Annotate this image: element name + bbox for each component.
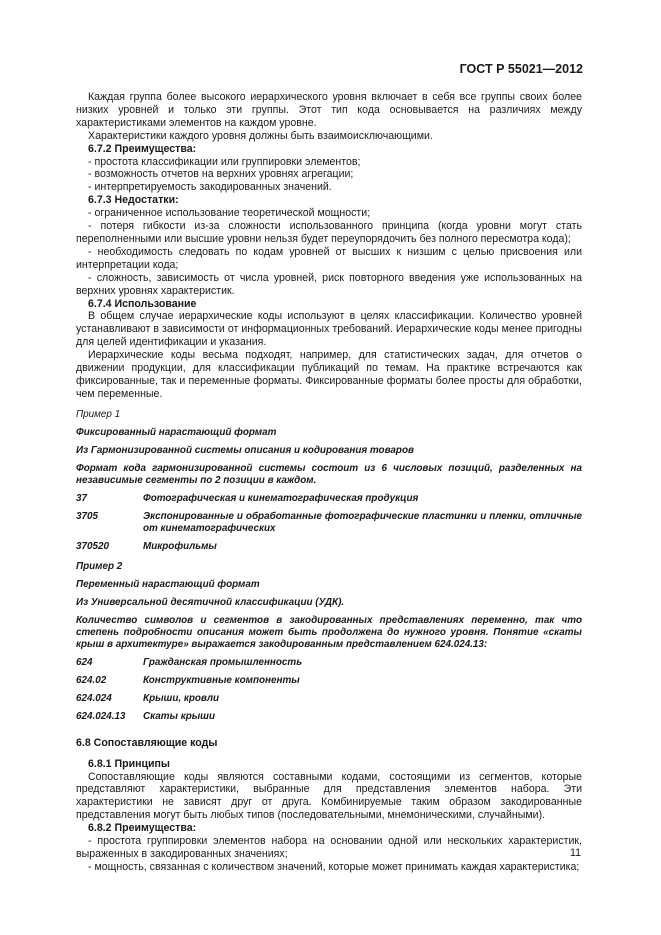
- example-row: [76, 541, 582, 553]
- example-row: [76, 711, 582, 723]
- paragraph: Сопоставляющие коды являются составными кодами, состоящими из сегментов, которые представляют характеристики, выбранные для представления элементов набора. Эти характеристики не зависят друг от друга. Комбинируемые таким образом закодированные представления могут быть любых типов (последовательными, мнемоническими, случайными).: [76, 770, 582, 822]
- section-heading: 6.8.2 Преимущества:: [88, 822, 197, 835]
- list-item: - интерпретируемость закодированных значений.: [88, 181, 332, 194]
- example-text: Крыши, кровли: [143, 692, 220, 704]
- example-code: 370520: [76, 540, 109, 552]
- example-1: [76, 409, 582, 553]
- paragraph: В общем случае иерархические коды используют в целях классификации. Количество уровней устанавливают в зависимости от информационных требований. Иерархические коды менее пригодны для целей идентификации и указания.: [76, 310, 582, 349]
- example-row: [76, 657, 582, 669]
- example-row: [76, 693, 582, 705]
- example-text: Микрофильмы: [143, 540, 217, 552]
- example-text: Экспонированные и обработанные фотографические пластинки и пленки, отличные от кинематографических: [143, 510, 582, 534]
- list-item: - возможность отчетов на верхних уровнях агрегации;: [88, 168, 354, 181]
- example-code: 624.024.13: [76, 710, 126, 722]
- example-title: Переменный нарастающий формат: [76, 578, 260, 590]
- example-code: 624.02: [76, 674, 107, 686]
- list-item: - потеря гибкости из-за сложности использованного принципа (когда уровни могут стать переполненными или высшие уровни нельзя будет переупорядочить без полного пересмотра кода);: [76, 220, 582, 245]
- example-code: 624.024: [76, 692, 112, 704]
- list-item: - сложность, зависимость от числа уровней, риск повторного введения уже использованных на верхних уровнях характеристик.: [76, 271, 582, 297]
- example-source: Из Гармонизированной системы описания и кодирования товаров: [76, 444, 414, 456]
- example-2: [76, 561, 582, 723]
- example-text: Скаты крыши: [143, 710, 215, 722]
- example-row: [76, 675, 582, 687]
- example-code: 37: [76, 492, 87, 504]
- list-item: - мощность, связанная с количеством значений, которые может принимать каждая характеристика;: [88, 860, 580, 873]
- section-heading: 6.8.1 Принципы: [88, 757, 170, 770]
- section-heading: 6.7.3 Недостатки:: [88, 194, 179, 207]
- example-text: Фотографическая и кинематографическая продукция: [143, 492, 419, 504]
- section-heading: 6.8 Сопоставляющие коды: [76, 736, 218, 749]
- list-item: - ограниченное использование теоретической мощности;: [88, 207, 371, 220]
- example-description: Количество символов и сегментов в закодированных представлениях переменно, так что степень подробности описания может быть продолжена до нужного уровня. Понятие «скаты крыш в архитектуре» выражается закодированным представлением 624.024.13:: [76, 614, 582, 650]
- example-code: 624: [76, 656, 93, 668]
- example-code: 3705: [76, 510, 98, 522]
- list-item: - простота группировки элементов набора на основании одной или нескольких характеристик, выраженных в закодированных значениях;: [76, 835, 582, 860]
- section-heading: 6.7.2 Преимущества:: [88, 142, 197, 155]
- example-source: Из Универсальной десятичной классификации (УДК).: [76, 596, 345, 608]
- example-description: Формат кода гармонизированной системы состоит из 6 числовых позиций, разделенных на независимые сегменты по 2 позиции в каждом.: [76, 462, 582, 486]
- example-text: Конструктивные компоненты: [143, 674, 300, 686]
- list-item: - необходимость следовать по кодам уровней от высших к низшим с целью присвоения или интерпретации кода;: [76, 245, 582, 271]
- section-heading: 6.7.4 Использование: [88, 297, 197, 310]
- page-header: ГОСТ Р 55021—2012: [459, 62, 583, 76]
- list-item: - простота классификации или группировки элементов;: [88, 155, 361, 168]
- example-text: Гражданская промышленность: [143, 656, 303, 668]
- example-title: Фиксированный нарастающий формат: [76, 426, 277, 438]
- example-row: [76, 511, 582, 535]
- paragraph: Каждая группа более высокого иерархического уровня включает в себя все группы своих более низких уровней и только эти группы. Этот тип кода основывается на различиях между характеристиками элементов на каждом уровне.: [76, 91, 582, 129]
- example-row: [76, 493, 582, 505]
- example-label: Пример 2: [76, 560, 123, 572]
- example-label: Пример 1: [76, 408, 121, 420]
- page-number: 11: [570, 847, 581, 859]
- paragraph: Характеристики каждого уровня должны быть взаимоисключающими.: [88, 129, 433, 142]
- paragraph: Иерархические коды весьма подходят, например, для статистических задач, для отчетов о движении продукции, для классификации публикаций по темам. На практике встречаются как фиксированные, так и переменные форматы. Фиксированные форматы более просты для обработки, чем переменные.: [76, 349, 582, 400]
- document-body: [76, 91, 582, 874]
